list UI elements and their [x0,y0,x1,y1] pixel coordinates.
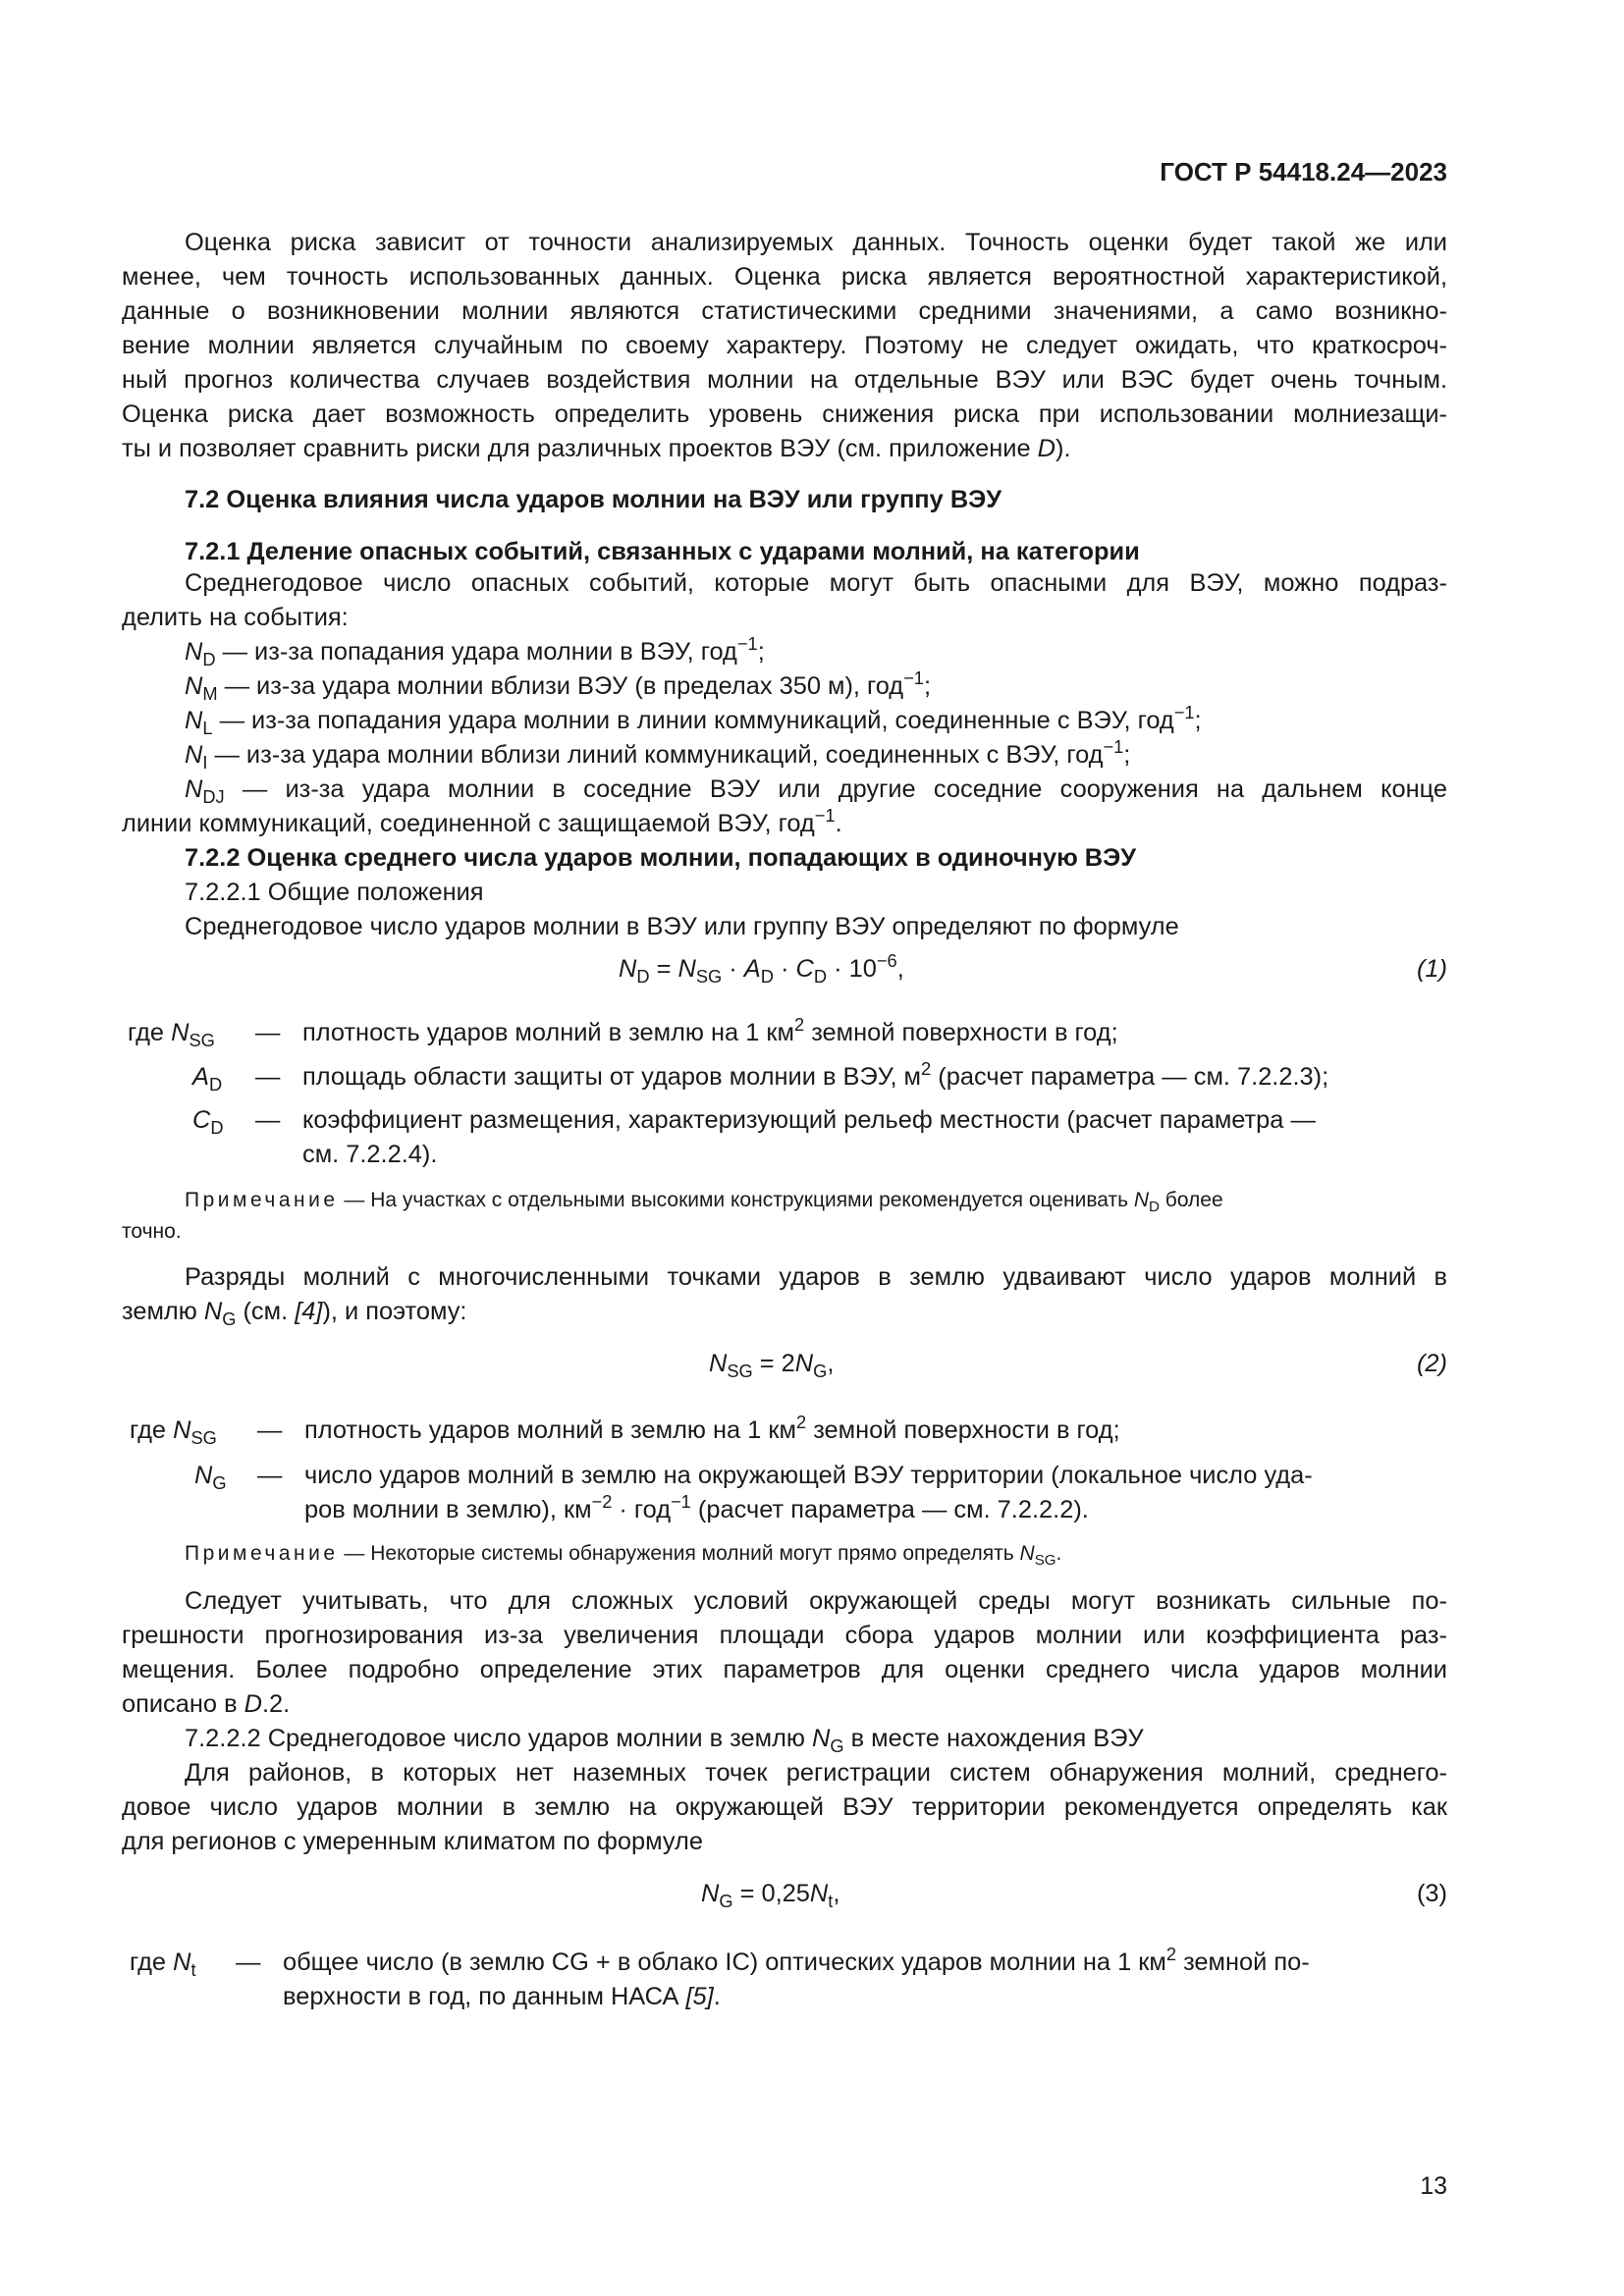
event-item: $N_{DJ}$ — из-за удара молнии в соседние ВЭУ или другие соседние сооружения на дальнем конце [185,775,1447,807]
definition-symbol: $C_D$ [192,1106,224,1138]
paragraph-line: грешности прогнозирования из-за увеличения площади сбора ударов молнии или коэффициента раз- [122,1622,1447,1649]
where-label: где $N_{SG}$ [128,1019,215,1050]
where-label: где $N_{SG}$ [130,1416,217,1448]
definition-dash: — [257,1416,283,1444]
equation-number: (1) [1416,955,1447,983]
subsection-heading: 7.2.2 Оценка среднего числа ударов молнии, попадающих в одиночную ВЭУ [185,844,1136,872]
event-item: $N_D$ — из-за попадания удара молнии в ВЭУ, год$^{-1}$; [185,632,765,669]
page-number: 13 [1420,2172,1447,2200]
paragraph-line: довое число ударов молнии в землю на окружающей ВЭУ территории рекомендуется определять как [122,1793,1447,1821]
definition-text: см. 7.2.2.4). [302,1141,438,1168]
paragraph-line: для регионов с умеренным климатом по формуле [122,1828,703,1855]
definition-dash: — [255,1019,281,1046]
event-item-continuation: линии коммуникаций, соединенной с защищаемой ВЭУ, год$^{-1}$. [122,804,842,837]
paragraph-line: Среднегодовое число опасных событий, которые могут быть опасными для ВЭУ, можно подраз- [185,569,1447,597]
paragraph-line: описано в D.2. [122,1690,291,1718]
definition-dash: — [255,1063,281,1091]
equation-number: (2) [1416,1350,1447,1377]
paragraph-line: Оценка риска дает возможность определить уровень снижения риска при использовании молниезащи- [122,400,1447,428]
note-continuation: точно. [122,1220,182,1243]
where-label: где $N_t$ [130,1949,196,1980]
definition-text: плотность ударов молний в землю на 1 $км^2$ земной поверхности в год; [304,1411,1120,1444]
definition-dash: — [255,1106,281,1134]
paragraph-line: ный прогноз количества случаев воздействия молнии на отдельные ВЭУ или ВЭС будет очень точным. [122,366,1447,394]
formula-2: $N_{SG} = 2N_G$, [709,1350,835,1381]
section-heading: 7.2 Оценка влияния числа ударов молнии на ВЭУ или группу ВЭУ [185,486,1002,513]
clause-heading: 7.2.2.2 Среднегодовое число ударов молнии в землю $N_G$ в месте нахождения ВЭУ [185,1725,1144,1756]
subsection-heading: 7.2.1 Деление опасных событий, связанных с ударами молний, на категории [185,538,1140,565]
paragraph-line: мещения. Более подробно определение этих параметров для оценки среднего числа ударов молнии [122,1656,1447,1683]
event-item: $N_I$ — из-за удара молнии вблизи линий коммуникаций, соединенных с ВЭУ, год$^{-1}$; [185,735,1131,773]
paragraph-line: Следует учитывать, что для сложных условий окружающей среды могут возникать сильные по- [185,1587,1447,1615]
definition-text: общее число (в землю CG + в облако IC) оптических ударов молнии на 1 $км^2$ земной по- [283,1943,1310,1976]
paragraph-line: Оценка риска зависит от точности анализируемых данных. Точность оценки будет такой же или [185,229,1447,256]
note: Примечание — Некоторые системы обнаружения молний могут прямо определять $N_{SG}$. [185,1542,1062,1569]
definition-text: площадь области защиты от ударов молнии в ВЭУ, $м^2$ (расчет параметра — см. 7.2.2.3); [302,1057,1329,1091]
definition-text: верхности в год, по данным НАСА [5]. [283,1983,721,2010]
formula-1: $N_D = N_{SG} \cdot A_D \cdot C_D \cdot 10^{-6}$, [619,949,904,987]
definition-text: число ударов молний в землю на окружающей ВЭУ территории (локальное число уда- [304,1462,1313,1489]
definition-text: плотность ударов молний в землю на 1 $км^2$ земной поверхности в год; [302,1013,1118,1046]
definition-text: коэффициент размещения, характеризующий рельеф местности (расчет параметра — [302,1106,1316,1134]
paragraph-line: Разряды молний с многочисленными точками ударов в землю удваивают число ударов молний в [185,1263,1447,1291]
definition-symbol: $A_D$ [192,1063,223,1095]
paragraph-line: делить на события: [122,604,349,631]
paragraph-line: землю $N_G$ (см. [4]), и поэтому: [122,1298,467,1329]
definition-text: ров молнии в землю), $км^{-2} \cdot год^{-1}$ (расчет параметра — см. 7.2.2.2). [304,1490,1089,1523]
formula-3: $N_G = 0,25N_t$, [701,1880,840,1911]
note: Примечание — На участках с отдельными высокими конструкциями рекомендуется оценивать $N_D$ более [185,1189,1223,1215]
clause-heading: 7.2.2.1 Общие положения [185,879,484,906]
equation-number: (3) [1416,1880,1447,1907]
definition-dash: — [257,1462,283,1489]
paragraph-line: вение молнии является случайным по своему характеру. Поэтому не следует ожидать, что краткосроч- [122,332,1447,359]
document-header: ГОСТ Р 54418.24—2023 [1160,157,1447,187]
paragraph-line: данные о возникновении молнии являются статистическими средними значениями, а само возникно- [122,297,1447,325]
paragraph-line: Для районов, в которых нет наземных точек регистрации систем обнаружения молний, среднего- [185,1759,1447,1787]
definition-symbol: $N_G$ [194,1462,227,1493]
paragraph-line: Среднегодовое число ударов молнии в ВЭУ или группу ВЭУ определяют по формуле [185,913,1179,940]
definition-dash: — [236,1949,261,1976]
event-item: $N_M$ — из-за удара молнии вблизи ВЭУ (в пределах 350 м), год$^{-1}$; [185,667,931,704]
paragraph-line: менее, чем точность использованных данных. Оценка риска является вероятностной характеристикой, [122,263,1447,291]
paragraph-line: ты и позволяет сравнить риски для различных проектов ВЭУ (см. приложение D). [122,435,1071,462]
event-item: $N_L$ — из-за попадания удара молнии в линии коммуникаций, соединенные с ВЭУ, год$^{-1}$; [185,701,1202,738]
